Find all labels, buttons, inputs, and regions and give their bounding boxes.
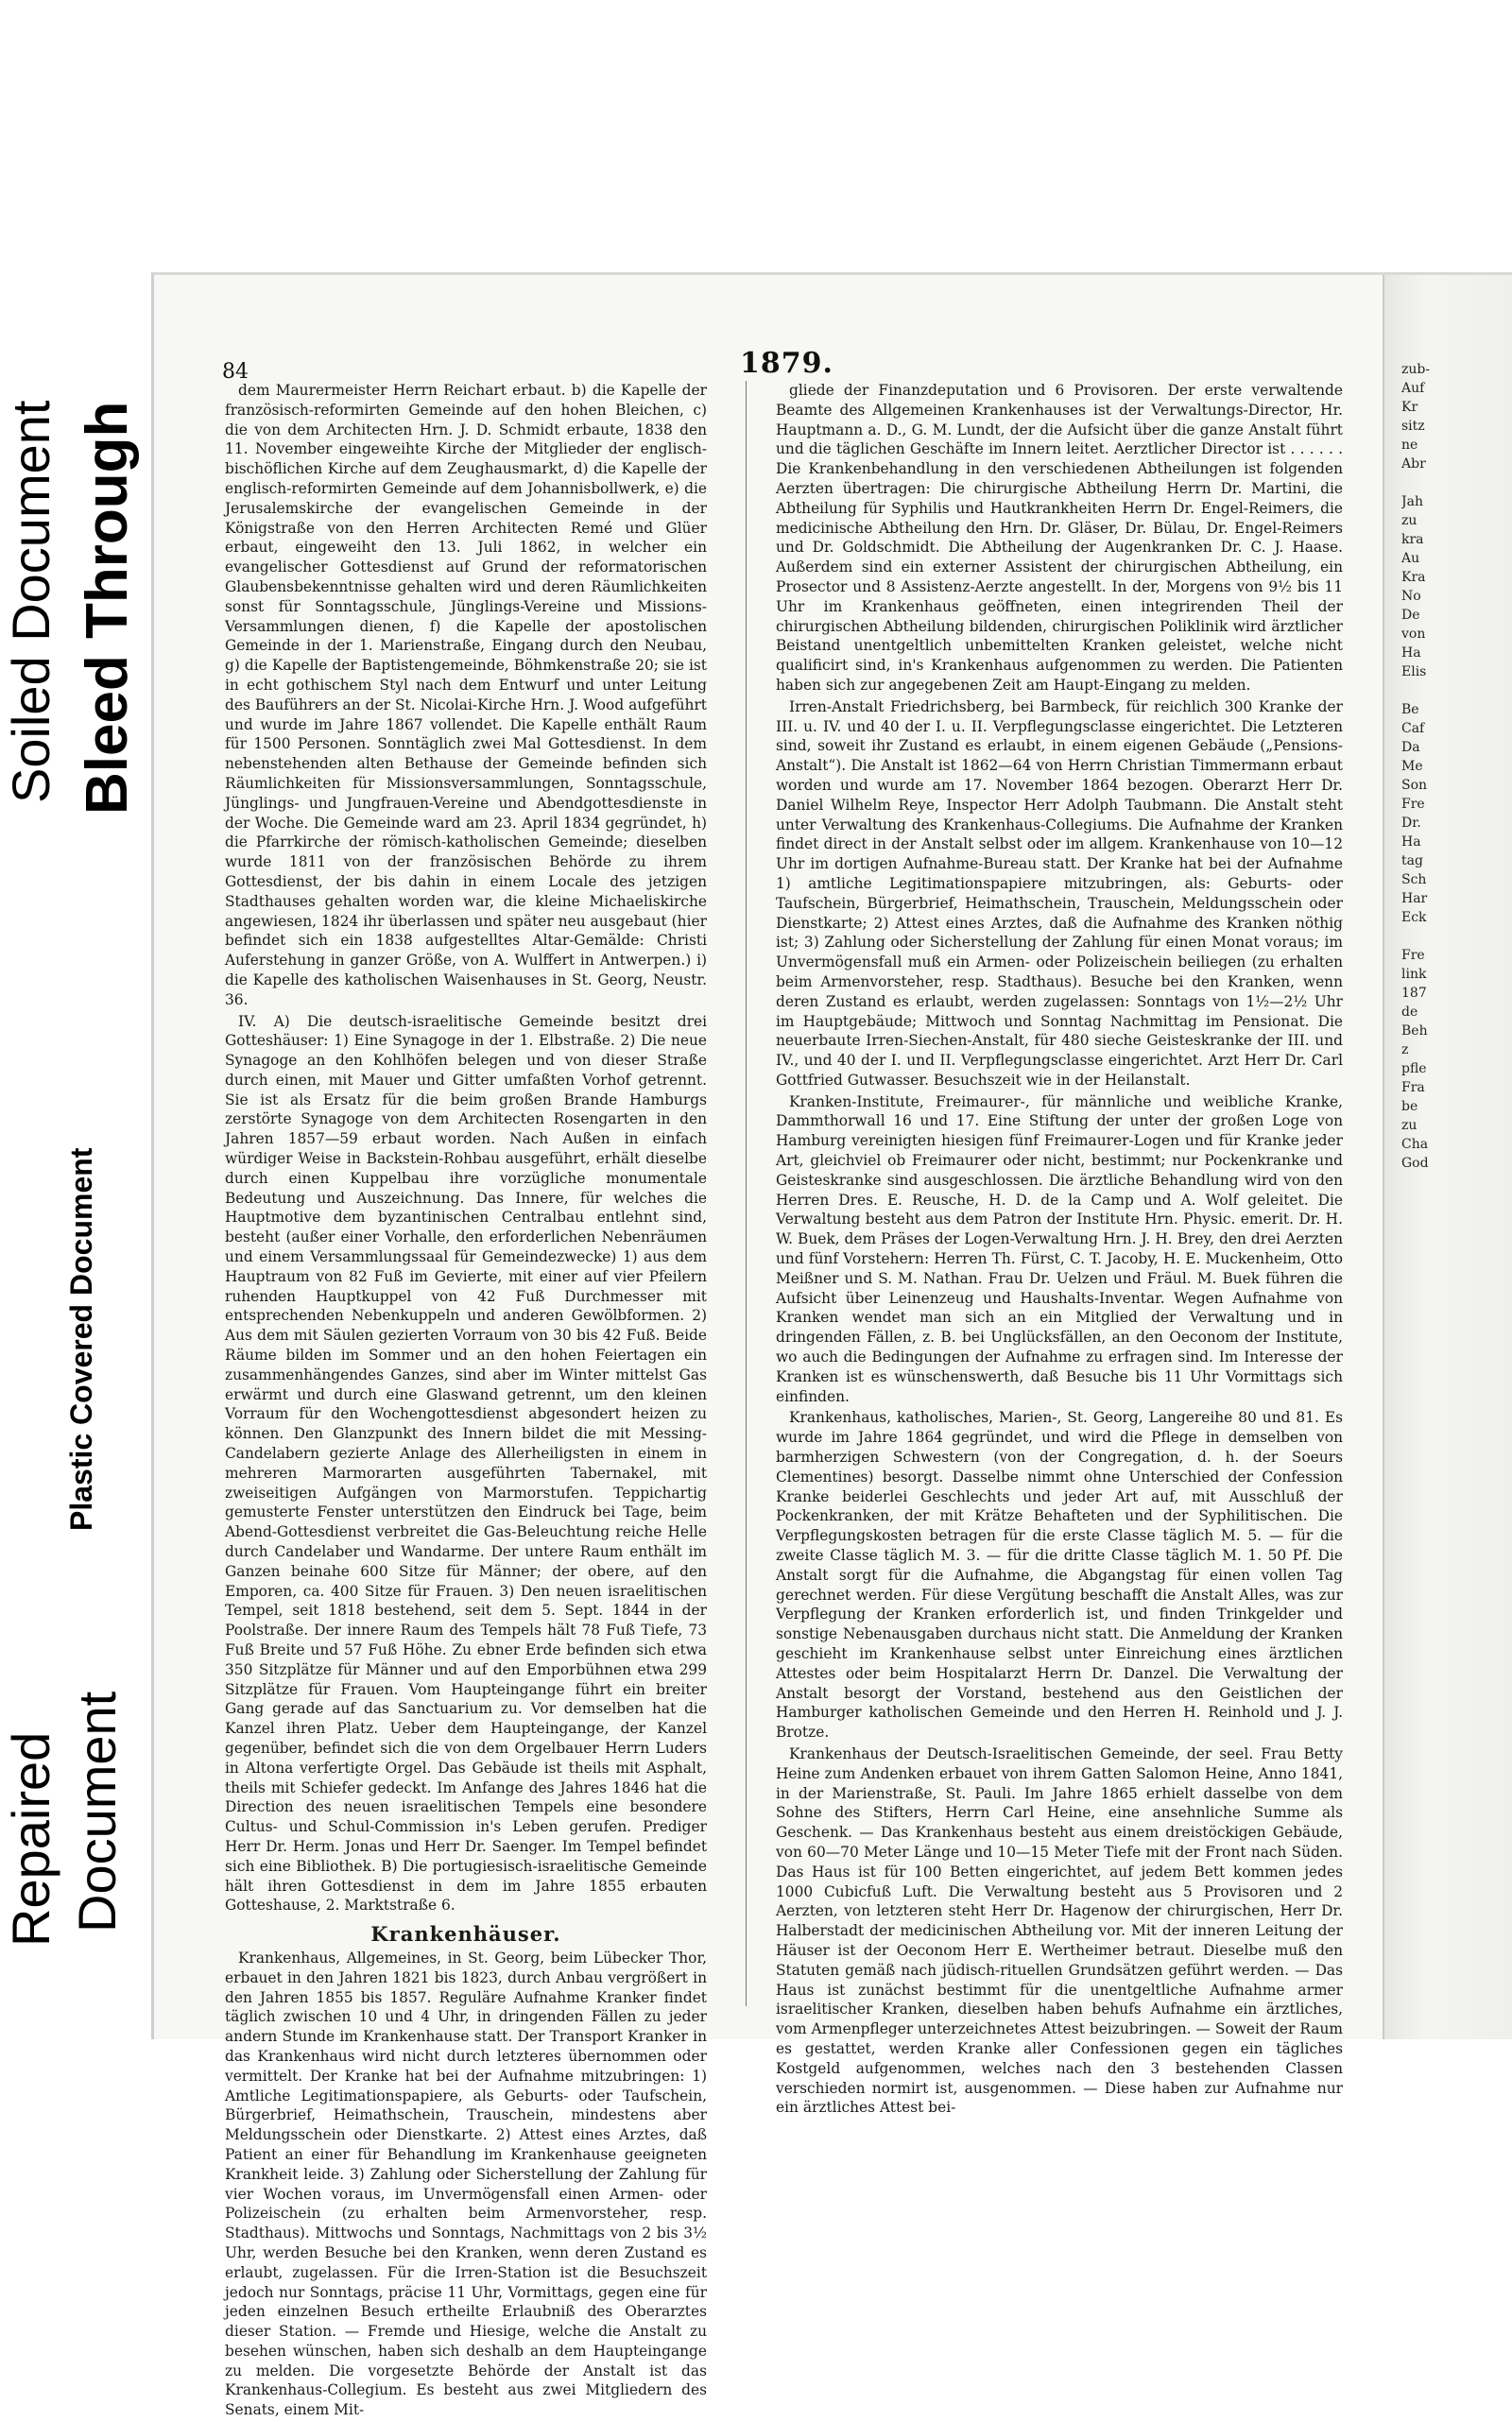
left-column — [225, 381, 707, 2422]
left-paragraph: Krankenhaus, Allgemeines, in St. Georg, beim Lübecker Thor, erbauet in den Jahren 1821 bis 1823, durch Anbau vergrößert in den Jahren 1855 bis 1857. Reguläre Aufnahme Kranker findet täglich zwischen 10 und 4 Uhr, in dringenden Fällen zu jeder andern Stunde im Krankenhause statt. Der Transport Kranker in das Krankenhaus wird nicht durch letzteres übernommen oder vermittelt. Der Kranke hat bei der Aufnahme mitzubringen: 1) Amtliche Legitimationspapiere, als Geburts- oder Taufschein, Bürgerbrief, Heimathschein, Trauschein, mindestens aber Meldungsschein oder Dienstkarte. 2) Attest eines Arztes, daß Patient an einer für Behandlung im Krankenhause geeigneten Krankheit leide. 3) Zahlung oder Sicherstellung der Zahlung für vier Wochen voraus, im Unvermögensfall einen Armen- oder Polizeischein (zu erhalten beim Armenvorsteher, resp. Stadthaus). Mittwochs und Sonntags, Nachmittags von 2 bis 3½ Uhr, werden Besuche bei den Kranken, wenn deren Zustand es erlaubt, zugelassen. Für die Irren-Station ist die Besuchszeit jedoch nur Sonntags, präcise 11 Uhr, Vormittags, gegen eine für jeden einzelnen Besuch ertheilte Erlaubniß des Oberarztes dieser Station. — Fremde und Hiesige, welche die Anstalt zu besehen wünschen, haben sich deshalb an dem Haupteingange zu melden. Die vorgesetzte Behörde der Anstalt ist das Krankenhaus-Collegium. Es besteht aus zwei Mitgliedern des Senats, einem Mit- — [225, 1949, 707, 2419]
bleed-through-label: Bleed Through — [75, 401, 140, 815]
section-heading: Krankenhäuser. — [370, 1922, 561, 1947]
page-number: 84 — [222, 360, 249, 384]
right-paragraph: gliede der Finanzdeputation und 6 Provisoren. Der erste verwaltende Beamte des Allgemeinen Krankenhauses ist der Verwaltungs-Director, Hr. Hauptmann a. D., G. M. Lundt, der die Aufsicht über die ganze Anstalt führt und die täglichen Geschäfte im Innern leitet. Aerztlicher Director ist . . . . . . Die Krankenbehandlung in den verschiedenen Abtheilungen ist folgenden Aerzten übertragen: Die chirurgische Abtheilung Herrn Dr. Martini, die Abtheilung für Syphilis und Hautkrankheiten Herrn Dr. Engel-Reimers, die medicinische Abtheilung den Hrn. Dr. Gläser, Dr. Bülau, Dr. Engel-Reimers und Dr. Goldschmidt. Die Abtheilung der Augenkranken Dr. C. J. Haase. Außerdem sind ein externer Assistent der chirurgischen Abtheilung, ein Prosector und 8 Assistenz-Aerzte angestellt. In der, Morgens von 9½ bis 11 Uhr im Krankenhaus geöffneten, einen integrirenden Theil der chirurgischen Abtheilung bildenden, chirurgischen Poliklinik wird ärztlicher Beistand unentgeltlich unbemittelten Kranken geleistet, welche nicht qualificirt sind, in's Krankenhaus aufgenommen zu werden. Die Patienten haben sich zur angegebenen Zeit am Haupt-Eingang zu melden. — [776, 382, 1343, 694]
left-paragraph: IV. A) Die deutsch-israelitische Gemeinde besitzt drei Gotteshäuser: 1) Eine Synagoge in der 1. Elbstraße. 2) Die neue Synagoge an den Kohlhöfen belegen und von dieser Straße durch einen, mit Mauer und Gitter umfaßten Vorhof getrennt. Sie ist als Ersatz für die beim großen Brande Hamburgs zerstörte Synagoge von dem Architecten Rosengarten in den Jahren 1857—59 erbaut worden. Nach Außen in einfach würdiger Weise in Backstein-Rohbau ausgeführt, erhält dieselbe durch einen Kuppelbau ihre vorzügliche monumentale Bedeutung und Auszeichnung. Das Innere, für welches die Hauptmotive dem byzantinischen Centralbau entlehnt sind, besteht (außer einer Vorhalle, den erforderlichen Nebenräumen und einem Versammlungssaal für Gemeindezwecke) 1) aus dem Hauptraum von 82 Fuß im Gevierte, mit einer auf vier Pfeilern ruhenden Hauptkuppel von 42 Fuß Durchmesser mit entsprechenden Nebenkuppeln und anderen Gewölbformen. 2) Aus dem mit Säulen gezierten Vorraum von 30 bis 42 Fuß. Beide Räume bilden im Sommer und an den hohen Feiertagen ein zusammenhängendes Ganzes, sind aber im Winter mittelst Gas erwärmt und durch eine Glaswand getrennt, um den kleinen Vorraum für den Wochengottesdienst abgesondert heizen zu können. Den Glanzpunkt des Innern bildet die mit Messing-Candelabern gezierte Anlage des Allerheiligsten in einem in mehreren Marmorarten ausgeführten Tabernakel, mit zweiseitigen Aufgängen von Marmorstufen. Teppichartig gemusterte Fenster unterstützen den Eindruck bei Tage, beim Abend-Gottesdienst verbreitet die Gas-Beleuchtung reiche Helle durch Candelaber und Wandarme. Der untere Raum enthält im Ganzen beinahe 600 Sitze für Männer; der obere, auf den Emporen, ca. 400 Sitze für Frauen. 3) Den neuen israelitischen Tempel, seit 1818 bestehend, seit dem 5. Sept. 1844 in der Poolstraße. Der innere Raum des Tempels hält 78 Fuß Tiefe, 73 Fuß Breite und 57 Fuß Höhe. Zu ebner Erde befinden sich etwa 350 Sitzplätze für Männer und auf den Emporbühnen etwa 299 Sitzplätze für Frauen. Vom Haupteingange führt ein breiter Gang gerade auf das Sanctuarium zu. Vor demselben hat die Kanzel ihren Platz. Ueber dem Haupteingange, der Kanzel gegenüber, befindet sich die von dem Orgelbauer Herrn Luders in Altona verfertigte Orgel. Das Gebäude ist theils mit Asphalt, theils mit Schiefer gedeckt. Im Anfange des Jahres 1846 hat die Direction des neuen israelitischen Tempels eine besondere Cultus- und Schul-Commission in's Leben gerufen. Prediger Herr Dr. Herm. Jonas und Herr Dr. Saenger. Im Tempel befindet sich eine Bibliothek. B) Die portugiesisch-israelitische Gemeinde hält ihren Gottesdienst in dem im Jahre 1855 erbauten Gotteshause, 2. Marktstraße 6. — [225, 1012, 707, 1915]
right-paragraph: Krankenhaus der Deutsch-Israelitischen Gemeinde, der seel. Frau Betty Heine zum Andenken erbauet von ihrem Gatten Salomon Heine, Anno 1841, in der Marienstraße, St. Pauli. Im Jahre 1865 erhielt dasselbe von dem Sohne des Stifters, Herrn Carl Heine, eine ansehnliche Summe als Geschenk. — Das Krankenhaus besteht aus einem dreistöckigen Gebäude, von 60—70 Meter Länge und 10—15 Meter Tiefe mit der Front nach Süden. Das Haus ist für 100 Betten eingerichtet, auf jedem Bett kommen jedes 1000 Cubicfuß Luft. Die Verwaltung besteht aus 5 Provisoren und 2 Aerzten, von letzteren steht Herr Dr. Hagenow der chirurgischen, Herr Dr. Halberstadt der medicinischen Abtheilung vor. Mit der inneren Leitung der Häuser ist der Oeconom Herr E. Wertheimer betraut. Dieselbe muß den Statuten gemäß nach jüdisch-rituellen Grundsätzen geführt werden. — Das Haus ist zunächst bestimmt für die unentgeltliche Aufnahme armer israelitischer Kranken, dieselben haben behufs Aufnahme ein ärztliches, vom Armenpfleger unterzeichnetes Attest beizubringen. — Soweit der Raum es gestattet, werden Kranke aller Confessionen gegen ein tägliches Kostgeld aufgenommen, welches nach den 3 bestehenden Classen verschieden normirt ist, ausgenommen. — Diese haben zur Aufnahme nur ein ärztliches Attest bei- — [776, 1744, 1343, 2117]
right-paragraph: Krankenhaus, katholisches, Marien-, St. Georg, Langereihe 80 und 81. Es wurde im Jahre 1864 gegründet, und wird die Pflege in demselben von barmherzigen Schwestern (von der Congregation, d. h. der Soeurs Clementines) besorgt. Dasselbe nimmt ohne Unterschied der Confession Kranke beiderlei Geschlechts und jeder Art auf, mit Ausschluß der Pockenkranken, der mit Krätze Behafteten und der Syphilitischen. Die Verpflegungskosten betragen für die erste Classe täglich M. 5. — für die zweite Classe täglich M. 3. — für die dritte Classe täglich M. 1. 50 Pf. Die Anstalt sorgt für die Aufnahme, die Abgangstag für einen vollen Tag gerechnet werden. Für diese Vergütung beschafft die Anstalt Alles, was zur Verpflegung der Kranken erforderlich ist, und finden Trinkgelder und sonstige Nebenausgaben durchaus nicht statt. Die Anmeldung der Kranken geschieht im Krankenhause selbst unter Einreichung eines ärztlichen Attestes oder beim Hospitalarzt Herrn Dr. Danzel. Die Verwaltung der Anstalt besorgt der Vorstand, bestehend aus den Geistlichen der Hamburger katholischen Gemeinde und den Herren H. Reinhold und J. J. Brotze. — [776, 1409, 1343, 1742]
right-column — [776, 381, 1343, 2120]
left-paragraph: dem Maurermeister Herrn Reichart erbaut. b) die Kapelle der französisch-reformirten Gemeinde auf den hohen Bleichen, c) die von dem Architecten Hrn. J. D. Schmidt erbaute, 1838 den 11. November eingeweihte Kirche der Mitglieder der englisch-bischöflichen Kirche auf dem Zeughausmarkt, d) die Kapelle der englisch-reformirten Gemeinde auf dem Johannisbollwerk, e) die Jerusalemskirche der evangelischen Gemeinde in der Königstraße von den Herren Architecten Remé und Glüer erbaut, eingeweiht den 13. Juli 1862, in welcher ein evangelischer Gottesdienst auf Grund der reformatorischen Glaubensbekenntnisse gehalten wird und deren Räumlichkeiten sonst für Sonntagsschule, Jünglings-Vereine und Missions-Versammlungen dienen, f) die Kapelle der apostolischen Gemeinde in der 1. Marienstraße, Eingang durch den Neubau, g) die Kapelle der Baptistengemeinde, Böhmkenstraße 20; sie ist in echt gothischem Styl nach dem Entwurf und unter Leitung des Bauführers an der St. Nicolai-Kirche Hrn. J. Wood aufgeführt und wurde im Jahre 1867 vollendet. Die Kapelle enthält Raum für 1500 Personen. Sonntäglich zwei Mal Gottesdienst. In dem nebenstehenden alten Bethause der Gemeinde befinden sich Räumlichkeiten für Missionsversammlungen, Sonntagsschule, Jünglings- und Jungfrauen-Vereine und Abendgottesdienste in der Woche. Die Gemeinde ward am 23. April 1834 gegründet, h) die Pfarrkirche der römisch-katholischen Gemeinde; dieselben wurde 1811 von der französischen Behörde zu ihrem Gottesdienst, der bis dahin in einem Locale des jetzigen Stadthauses gehalten worden war, die kleine Michaeliskirche angewiesen, 1824 ihr überlassen und später neu ausgebaut (hier befindet sich ein 1838 aufgestelltes Altar-Gemälde: Christi Auferstehung in ganzer Größe, von A. Wulffert in Antwerpen.) i) die Kapelle des katholischen Waisenhauses in St. Georg, Neustr. 36. — [225, 382, 707, 1008]
repaired-label: Repaired — [1, 1731, 60, 1947]
scanned-page — [151, 272, 1512, 2419]
plastic-covered-label: Plastic Covered Document — [64, 1147, 98, 1531]
right-paragraph: Kranken-Institute, Freimaurer-, für männliche und weibliche Kranke, Dammthorwall 16 und 17. Eine Stiftung der unter der großen Loge von Hamburg vereinigten hiesigen fünf Freimaurer-Logen und für Kranke jeder Art, gleichviel ob Freimaurer oder nicht, bestimmt; nur Pockenkranke und Geisteskranke sind ausgeschlossen. Die ärztliche Behandlung wird von den Herren Dres. E. Reusche, H. D. de la Camp und A. Wolf geleitet. Die Verwaltung besteht aus dem Patron der Institute Hrn. Physic. emerit. Dr. H. W. Buek, dem Präses der Logen-Verwaltung Hrn. J. H. Brey, den drei Aerzten und fünf Vorstehern: Herren Th. Fürst, C. T. Jacoby, H. E. Muckenheim, Otto Meißner und S. M. Nathan. Frau Dr. Uelzen und Fräul. M. Buek führen die Aufsicht über Leinenzeug und Haushalts-Inventar. Wegen Aufnahme von Kranken wendet man sich an ein Mitglied der Verwaltung und in dringenden Fällen, z. B. bei Unglücksfällen, an den Oeconom der Institute, wo auch die Bedingungen der Aufnahme zu erfragen sind. Im Interesse der Kranken ist es wünschenswerth, daß Besuche bis 11 Uhr Vormittags sich einfinden. — [776, 1092, 1343, 1405]
page-year: 1879. — [740, 347, 833, 380]
adjacent-page-text: zub- Auf Kr sitz ne Abr Jah zu kra Au Kra No De von Ha Elis Be Caf Da Me Son Fre Dr. Ha tag Sch Har Eck Fre link 187 de Beh z pfle Fra be zu Cha God — [1401, 362, 1431, 1171]
column-rule — [746, 381, 747, 2006]
soiled-document-label: Soiled Document — [1, 400, 60, 803]
adjacent-page-fragment — [1401, 360, 1505, 1985]
document-label: Document — [67, 1691, 127, 1932]
right-paragraph: Irren-Anstalt Friedrichsberg, bei Barmbeck, für reichlich 300 Kranke der III. u. IV. und 40 der I. u. II. Verpflegungsclasse eingerichtet. Die Letzteren sind, soweit ihr Zustand es erlaubt, in einem eigenen Gebäude („Pensions-Anstalt“). Die Anstalt ist 1862—64 von Herrn Christian Timmermann erbaut worden und wurde am 17. November 1864 bezogen. Oberarzt Herr Dr. Daniel Wilhelm Reye, Inspector Herr Adolph Taubmann. Die Anstalt steht unter Verwaltung des Krankenhaus-Collegiums. Die Aufnahme der Kranken findet direct in der Anstalt selbst oder im allgem. Krankenhause von 10—12 Uhr im dortigen Aufnahme-Bureau statt. Der Kranke hat bei der Aufnahme 1) amtliche Legitimationspapiere mitzubringen, als: Geburts- oder Taufschein, Bürgerbrief, Heimathschein, Trauschein, Meldungsschein oder Dienstkarte; 2) Attest eines Arztes, daß die Aufnahme des Kranken nöthig ist; 3) Zahlung oder Sicherstellung der Zahlung für einen Monat voraus; im Unvermögensfall muß ein Armen- oder Polizeischein beiliegen (zu erhalten beim Armenvorsteher, resp. Stadthaus). Besuche bei den Kranken, wenn deren Zustand es erlaubt, werden zugelassen: Sonntags von 1½—2½ Uhr im Hauptgebäude; Mittwoch und Sonntag Nachmittag im Pensionat. Die neuerbaute Irren-Siechen-Anstalt, für 480 sieche Geisteskranke der III. und IV., und 40 der I. und II. Verpflegungsclasse eingerichtet. Arzt Herr Dr. Carl Gottfried Gutwasser. Besuchszeit wie in der Heilanstalt. — [776, 697, 1343, 1089]
